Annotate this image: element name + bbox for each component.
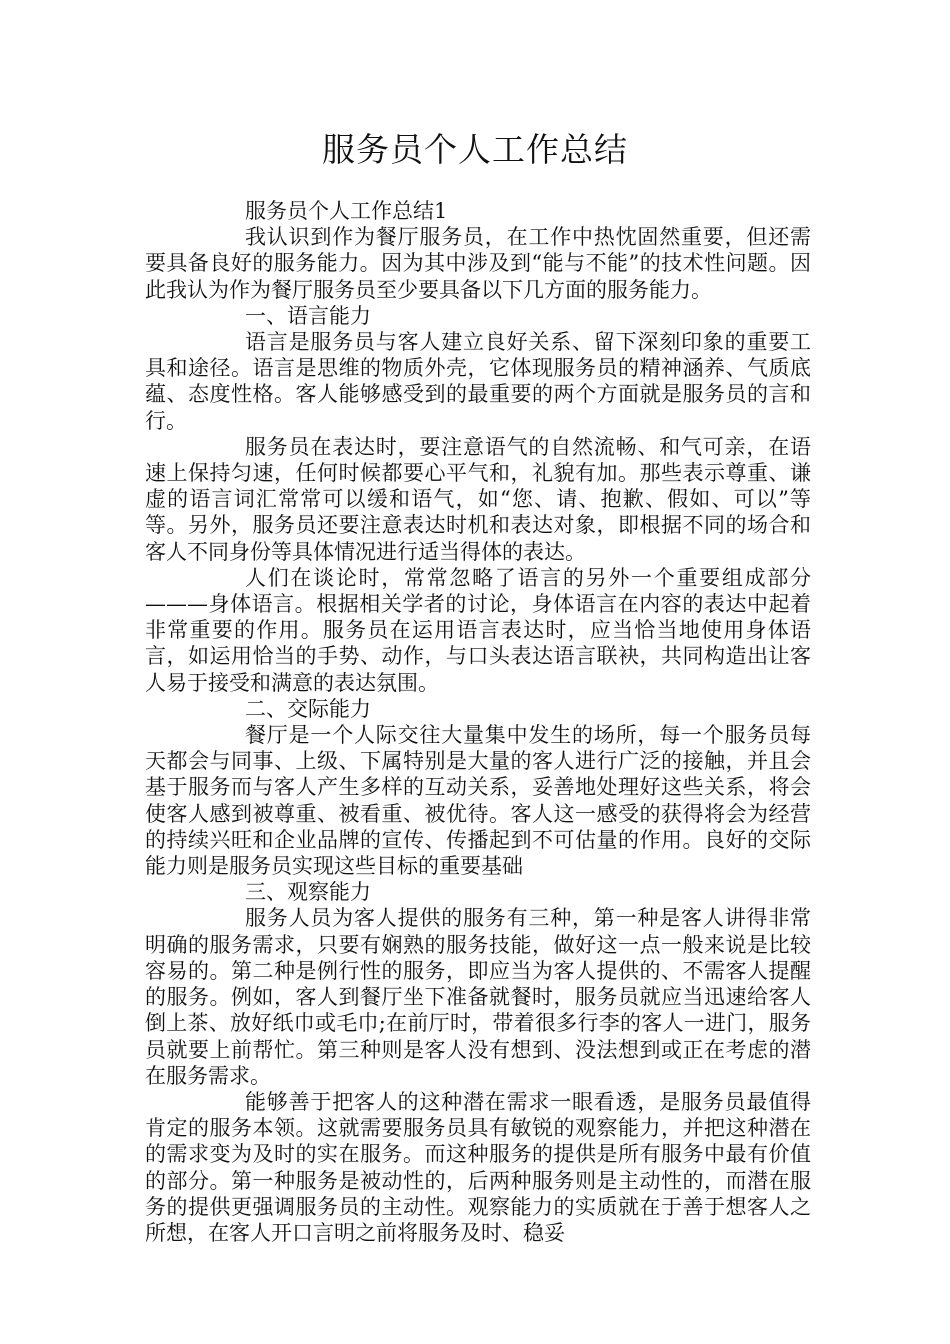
section-heading: 一、语言能力 <box>245 303 371 328</box>
paragraph: 服务员在表达时，要注意语气的自然流畅、和气可亲，在语速上保持匀速，任何时候都要心平气和，礼貌有加。那些表示尊重、谦虚的语言词汇常常可以缓和语气，如“您、请、抱歉、假如、可以”等等。另外，服务员还要注意表达时机和表达对象，即根据不同的场合和客人不同身份等具体情况进行适当得体的表达。 <box>145 434 811 564</box>
paragraph: 能够善于把客人的这种潜在需求一眼看透，是服务员最值得肯定的服务本领。这就需要服务员具有敏锐的观察能力，并把这种潜在的需求变为及时的实在服务。而这种服务的提供是所有服务中最有价值的部分。第一种服务是被动性的，后两种服务则是主动性的，而潜在服务的提供更强调服务员的主动性。观察能力的实质就在于善于想客人之所想，在客人开口言明之前将服务及时、稳妥 <box>145 1089 811 1245</box>
section-heading: 二、交际能力 <box>245 696 371 721</box>
paragraph: 服务人员为客人提供的服务有三种，第一种是客人讲得非常明确的服务需求，只要有娴熟的服务技能，做好这一点一般来说是比较容易的。第二种是例行性的服务，即应当为客人提供的、不需客人提醒的服务。例如，客人到餐厅坐下准备就餐时，服务员就应当迅速给客人倒上茶、放好纸巾或毛巾;在前厅时，带着很多行李的客人一进门，服务员就要上前帮忙。第三种则是客人没有想到、没法想到或正在考虑的潜在服务需求。 <box>145 906 811 1088</box>
paragraph: 我认识到作为餐厅服务员，在工作中热忱固然重要，但还需要具备良好的服务能力。因为其中涉及到“能与不能”的技术性问题。因此我认为作为餐厅服务员至少要具备以下几方面的服务能力。 <box>145 225 811 302</box>
section-heading: 服务员个人工作总结1 <box>245 199 448 223</box>
document-title: 服务员个人工作总结 <box>322 130 628 169</box>
paragraph: 语言是服务员与客人建立良好关系、留下深刻印象的重要工具和途径。语言是思维的物质外壳，它体现服务员的精神涵养、气质底蕴、态度性格。客人能够感受到的最重要的两个方面就是服务员的言和行。 <box>145 330 811 433</box>
paragraph: 人们在谈论时，常常忽略了语言的另外一个重要组成部分———身体语言。根据相关学者的讨论，身体语言在内容的表达中起着非常重要的作用。服务员在运用语言表达时，应当恰当地使用身体语言，如运用恰当的手势、动作，与口头表达语言联袂，共同构造出让客人易于接受和满意的表达氛围。 <box>145 565 811 695</box>
paragraph: 餐厅是一个人际交往大量集中发生的场所，每一个服务员每天都会与同事、上级、下属特别是大量的客人进行广泛的接触，并且会基于服务而与客人产生多样的互动关系，妥善地处理好这些关系，将会使客人感到被尊重、被看重、被优待。客人这一感受的获得将会为经营的持续兴旺和企业品牌的宣传、传播起到不可估量的作用。良好的交际能力则是服务员实现这些目标的重要基础 <box>145 723 811 879</box>
document-body <box>145 198 811 1246</box>
section-heading: 三、观察能力 <box>245 880 371 905</box>
